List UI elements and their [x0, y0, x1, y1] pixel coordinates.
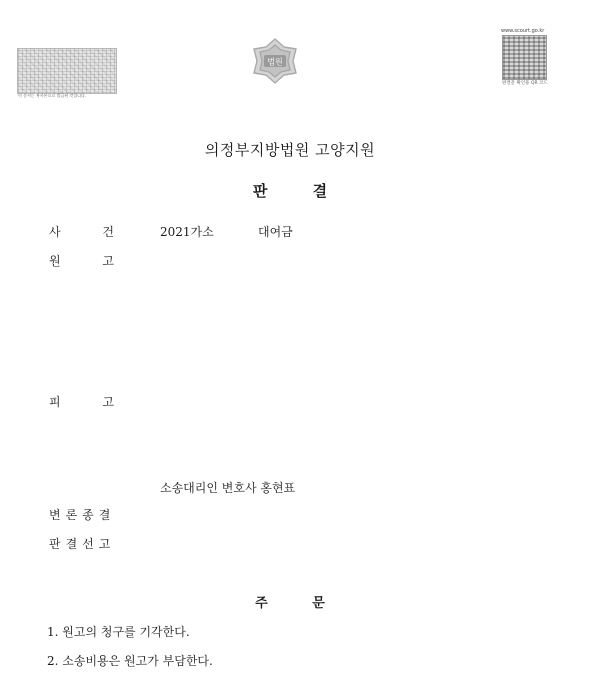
representative: 소송대리인 변호사 홍현표	[160, 481, 296, 495]
qr-caption: 판결문 확인용 QR 코드	[502, 81, 548, 86]
copy-stamp-caption: 이 문서는 복사본으로 발급된 것입니다.	[18, 93, 87, 98]
plaintiff-label: 원 고	[49, 254, 114, 268]
case-name: 대여금	[258, 225, 293, 239]
closing-date-label: 변론종결	[49, 508, 116, 522]
seal-text: 법원	[267, 57, 283, 67]
order-item: 2. 소송비용은 원고가 부담한다.	[47, 654, 213, 668]
sentence-date-label: 판결선고	[49, 537, 116, 551]
qr-url: www.scourt.go.kr	[501, 28, 545, 34]
order-heading: 주 문	[255, 596, 325, 611]
case-number: 2021가소	[160, 225, 214, 239]
court-name: 의정부지방법원 고양지원	[204, 141, 376, 159]
copy-stamp	[17, 48, 117, 94]
qr-code-icon	[502, 35, 547, 80]
court-seal-icon	[250, 37, 300, 85]
defendant-label: 피 고	[49, 395, 114, 409]
document-title: 판 결	[252, 182, 328, 200]
order-item: 1. 원고의 청구를 기각한다.	[47, 625, 190, 639]
case-label: 사 건	[49, 225, 114, 239]
